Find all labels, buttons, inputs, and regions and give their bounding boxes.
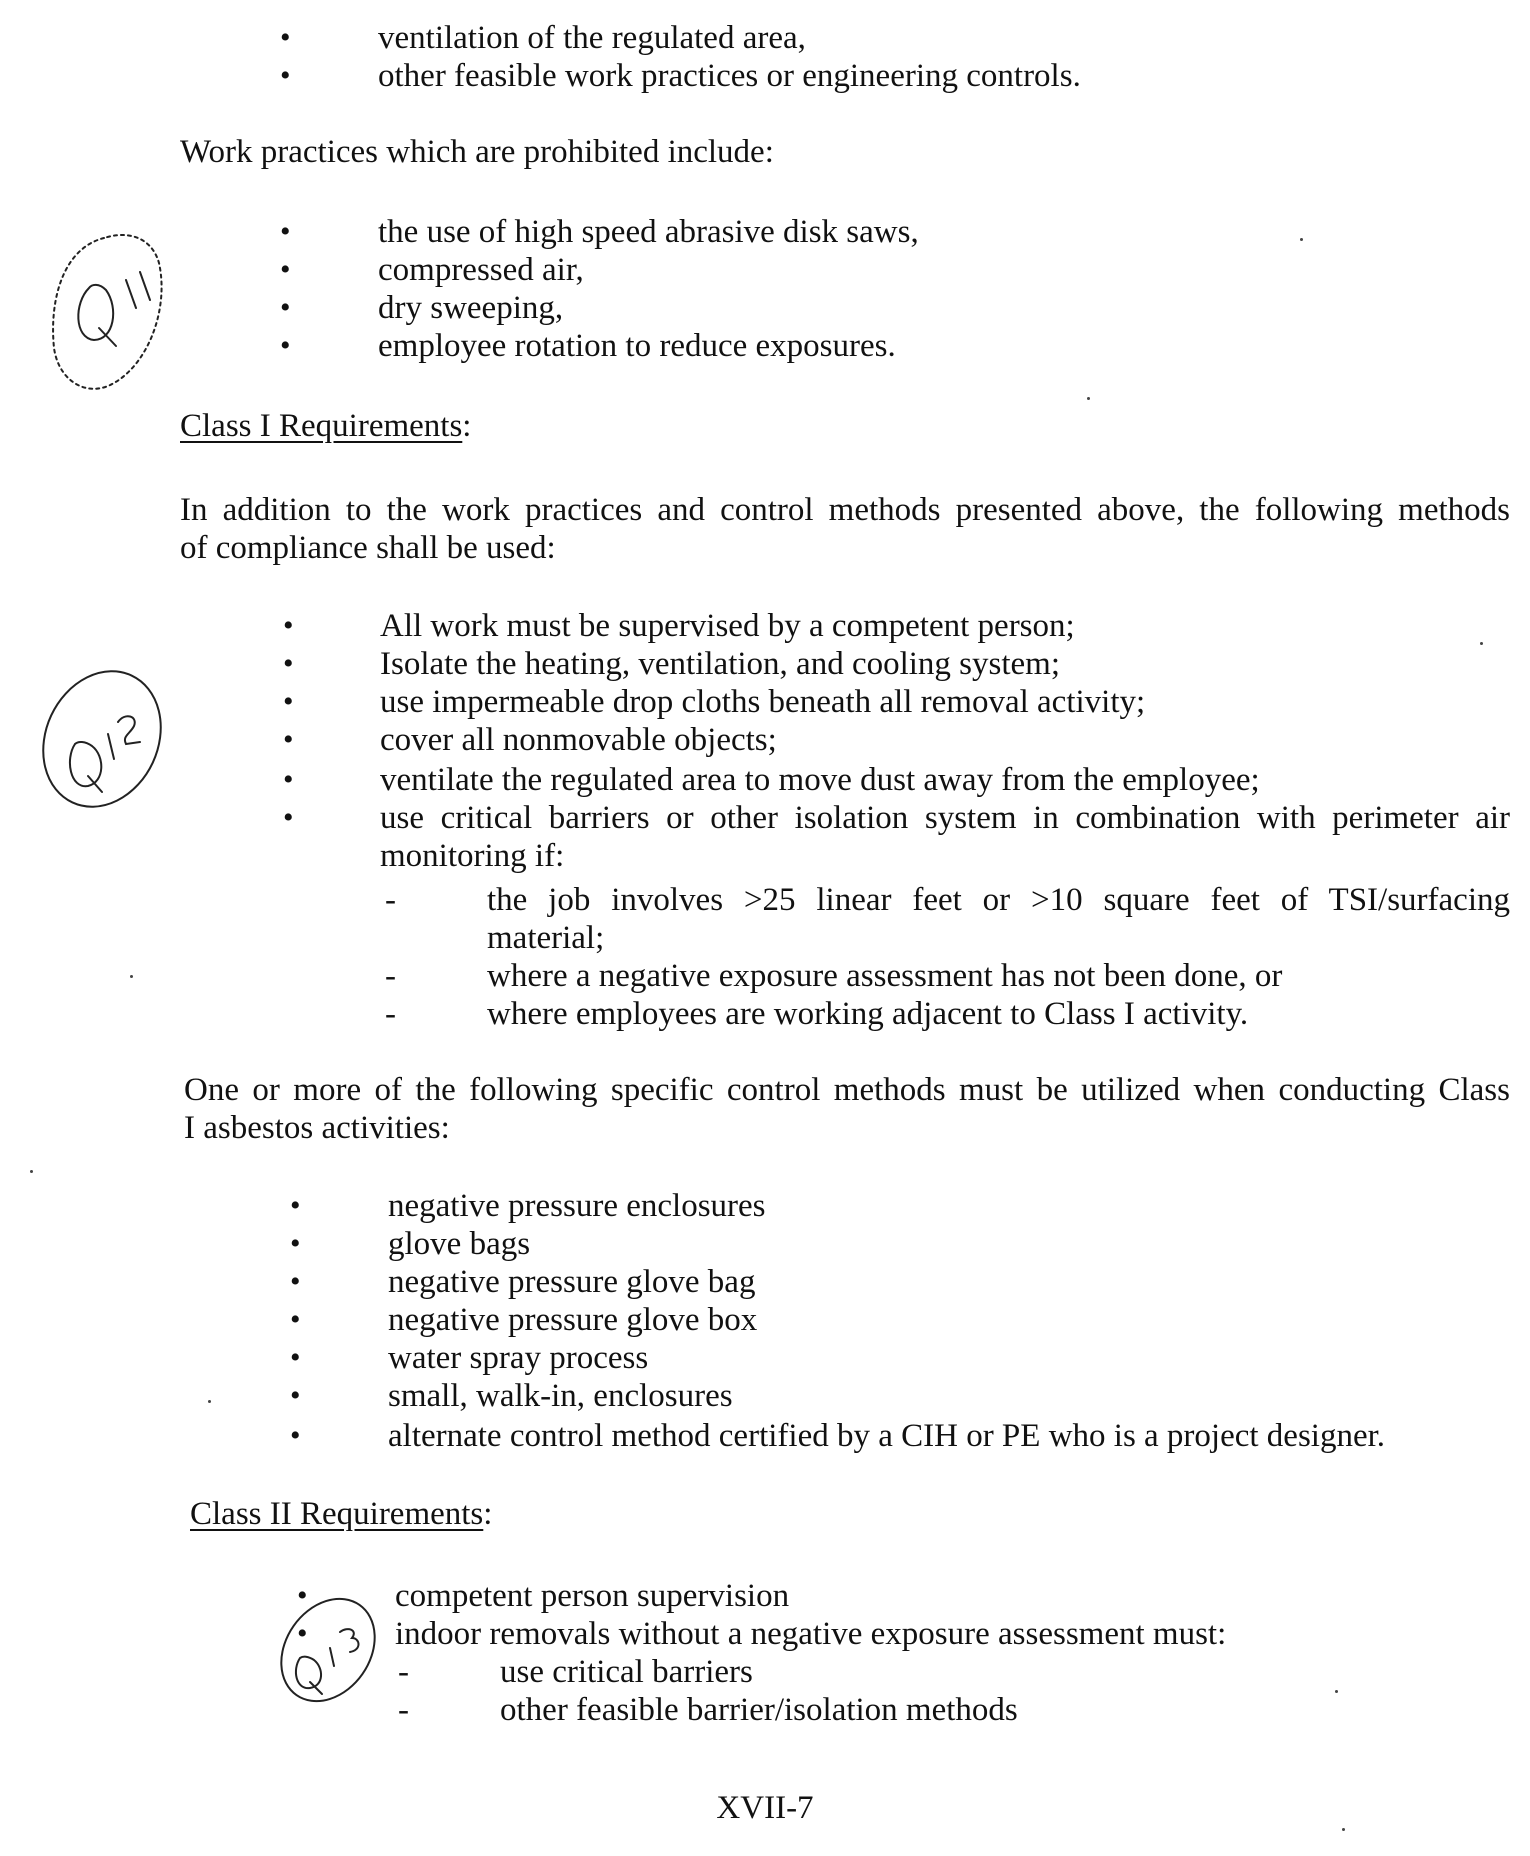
bullet-marker: • [283, 723, 294, 756]
list-item: glove bags [388, 1226, 531, 1262]
class1-paragraph-line: In addition to the work practices and control methods presented above, the following methods [180, 492, 1510, 528]
list-item: negative pressure glove box [388, 1302, 758, 1338]
scan-speck [130, 975, 133, 978]
list-item: cover all nonmovable objects; [380, 722, 777, 758]
bullet-marker: • [280, 253, 291, 286]
sub-list-item: where employees are working adjacent to Class I activity. [487, 996, 1249, 1032]
sub-list-item: the job involves >25 linear feet or >10 square feet of TSI/surfacing [487, 882, 1510, 918]
list-item: ventilation of the regulated area, [378, 20, 806, 56]
bullet-marker: • [280, 291, 291, 324]
list-item: Isolate the heating, ventilation, and cooling system; [380, 646, 1061, 682]
bullet-marker: • [280, 59, 291, 92]
scan-speck [1335, 1690, 1338, 1693]
bullet-marker: • [290, 1265, 301, 1298]
bullet-marker: • [283, 685, 294, 718]
list-item: indoor removals without a negative exposure assessment must: [395, 1616, 1227, 1652]
bullet-marker: • [290, 1379, 301, 1412]
scan-speck [1342, 1828, 1345, 1831]
heading-colon: : [462, 408, 472, 444]
list-item: dry sweeping, [378, 290, 564, 326]
bullet-marker: • [283, 801, 294, 834]
scan-speck [208, 1400, 211, 1403]
dash-marker: - [385, 882, 396, 918]
handwritten-annotation-q12 [30, 664, 170, 814]
prohibited-lead: Work practices which are prohibited include: [180, 134, 774, 170]
bullet-marker: • [280, 215, 291, 248]
control-paragraph-line: I asbestos activities: [184, 1110, 450, 1146]
list-item: use critical barriers or other isolation system in combination with perimeter air [380, 800, 1510, 836]
list-item: negative pressure glove bag [388, 1264, 756, 1300]
sub-list-item: use critical barriers [500, 1654, 753, 1690]
dash-marker: - [385, 996, 396, 1032]
list-item-continuation: monitoring if: [380, 838, 565, 874]
class1-heading-text: Class I Requirements [180, 408, 463, 444]
list-item: the use of high speed abrasive disk saws, [378, 214, 919, 250]
list-item: use impermeable drop cloths beneath all removal activity; [380, 684, 1146, 720]
list-item: other feasible work practices or engineering controls. [378, 58, 1081, 94]
list-item: ventilate the regulated area to move dust away from the employee; [380, 762, 1260, 798]
list-item: small, walk-in, enclosures [388, 1378, 733, 1414]
handwritten-annotation-q11 [44, 228, 174, 398]
list-item: All work must be supervised by a competent person; [380, 608, 1075, 644]
bullet-marker: • [290, 1303, 301, 1336]
sub-list-item-continuation: material; [487, 920, 605, 956]
list-item: competent person supervision [395, 1578, 790, 1614]
class2-heading [190, 1494, 492, 1534]
bullet-marker: • [283, 609, 294, 642]
bullet-marker: • [297, 1579, 308, 1612]
list-item: compressed air, [378, 252, 584, 288]
bullet-marker: • [290, 1189, 301, 1222]
list-item: employee rotation to reduce exposures. [378, 328, 896, 364]
scan-speck [1480, 642, 1483, 645]
class2-heading-text: Class II Requirements [190, 1496, 484, 1532]
bullet-marker: • [280, 329, 291, 362]
handwritten-annotation-q13 [270, 1590, 390, 1710]
sub-list-item: other feasible barrier/isolation methods [500, 1692, 1018, 1728]
page-number: XVII-7 [716, 1790, 814, 1826]
dash-marker: - [398, 1692, 409, 1728]
bullet-marker: • [290, 1227, 301, 1260]
bullet-marker: • [283, 647, 294, 680]
bullet-marker: • [297, 1617, 308, 1650]
dash-marker: - [398, 1654, 409, 1690]
list-item: negative pressure enclosures [388, 1188, 766, 1224]
class1-paragraph-line: of compliance shall be used: [180, 530, 556, 566]
scan-speck [1300, 238, 1303, 241]
bullet-marker: • [290, 1419, 301, 1452]
scan-speck [1087, 397, 1090, 400]
sub-list-item: where a negative exposure assessment has not been done, or [487, 958, 1283, 994]
list-item: alternate control method certified by a CIH or PE who is a project designer. [388, 1418, 1386, 1454]
class1-heading [180, 406, 471, 446]
bullet-marker: • [283, 763, 294, 796]
bullet-marker: • [290, 1341, 301, 1374]
scan-speck [30, 1170, 33, 1173]
bullet-marker: • [280, 21, 291, 54]
heading-colon: : [483, 1496, 493, 1532]
control-paragraph-line: One or more of the following specific control methods must be utilized when conducting Class [184, 1072, 1510, 1108]
list-item: water spray process [388, 1340, 649, 1376]
dash-marker: - [385, 958, 396, 994]
